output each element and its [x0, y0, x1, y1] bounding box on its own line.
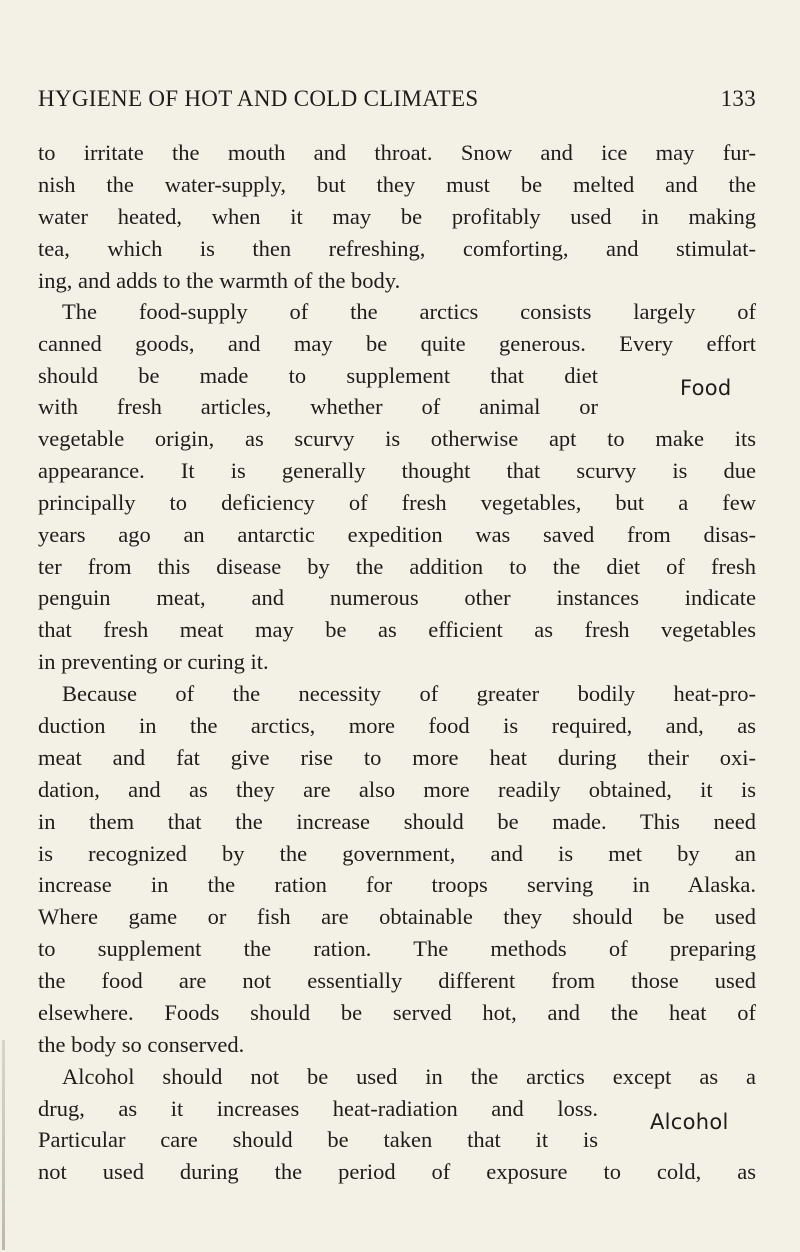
text-line: meat and fat give rise to more heat during their oxi- — [38, 745, 756, 770]
text-line: Particular care should be taken that it is — [38, 1127, 598, 1152]
text-line: is recognized by the government, and is met by an — [38, 841, 756, 866]
text-line: ing, and adds to the warmth of the body. — [38, 268, 401, 293]
text-line: appearance. It is generally thought that scurvy is due — [38, 458, 756, 483]
text-line: vegetable origin, as scurvy is otherwise apt to make its — [38, 426, 756, 451]
sidenote-food: Food — [680, 376, 732, 400]
text-line: Alcohol should not be used in the arctics except as a — [62, 1064, 756, 1089]
text-line: in them that the increase should be made. This need — [38, 809, 756, 834]
text-line: tea, which is then refreshing, comforting, and stimulat- — [38, 236, 756, 261]
text-line: the food are not essentially different from those used — [38, 968, 756, 993]
text-line: increase in the ration for troops serving in Alaska. — [38, 872, 756, 897]
text-line: in preventing or curing it. — [38, 649, 269, 674]
text-line: should be made to supplement that diet — [38, 363, 598, 388]
text-line: Where game or fish are obtainable they should be used — [38, 904, 756, 929]
text-line: to irritate the mouth and throat. Snow and ice may fur- — [38, 140, 756, 165]
text-line: The food-supply of the arctics consists largely of — [62, 299, 756, 324]
page-edge-shadow — [2, 1040, 5, 1250]
text-line: nish the water-supply, but they must be melted and the — [38, 172, 756, 197]
text-line: penguin meat, and numerous other instances indicate — [38, 585, 756, 610]
running-header — [38, 86, 756, 112]
text-line: canned goods, and may be quite generous. Every effort — [38, 331, 756, 356]
sidenote-alcohol: Alcohol — [650, 1110, 729, 1134]
text-line: drug, as it increases heat-radiation and loss. — [38, 1096, 598, 1121]
text-line: water heated, when it may be profitably used in making — [38, 204, 756, 229]
text-line: Because of the necessity of greater bodily heat-pro- — [62, 681, 756, 706]
text-line: duction in the arctics, more food is required, and, as — [38, 713, 756, 738]
text-line: the body so conserved. — [38, 1032, 245, 1057]
text-line: with fresh articles, whether of animal or — [38, 394, 598, 419]
text-line: that fresh meat may be as efficient as fresh vegetables — [38, 617, 756, 642]
text-line: dation, and as they are also more readily obtained, it is — [38, 777, 756, 802]
text-line: to supplement the ration. The methods of preparing — [38, 936, 756, 961]
running-title: HYGIENE OF HOT AND COLD CLIMATES — [38, 86, 479, 111]
text-line: not used during the period of exposure to cold, as — [38, 1159, 756, 1184]
text-line: ter from this disease by the addition to the diet of fresh — [38, 554, 756, 579]
page-number: 133 — [720, 86, 756, 111]
text-line: elsewhere. Foods should be served hot, and the heat of — [38, 1000, 756, 1025]
text-line: years ago an antarctic expedition was saved from disas- — [38, 522, 756, 547]
text-line: principally to deficiency of fresh vegetables, but a few — [38, 490, 756, 515]
